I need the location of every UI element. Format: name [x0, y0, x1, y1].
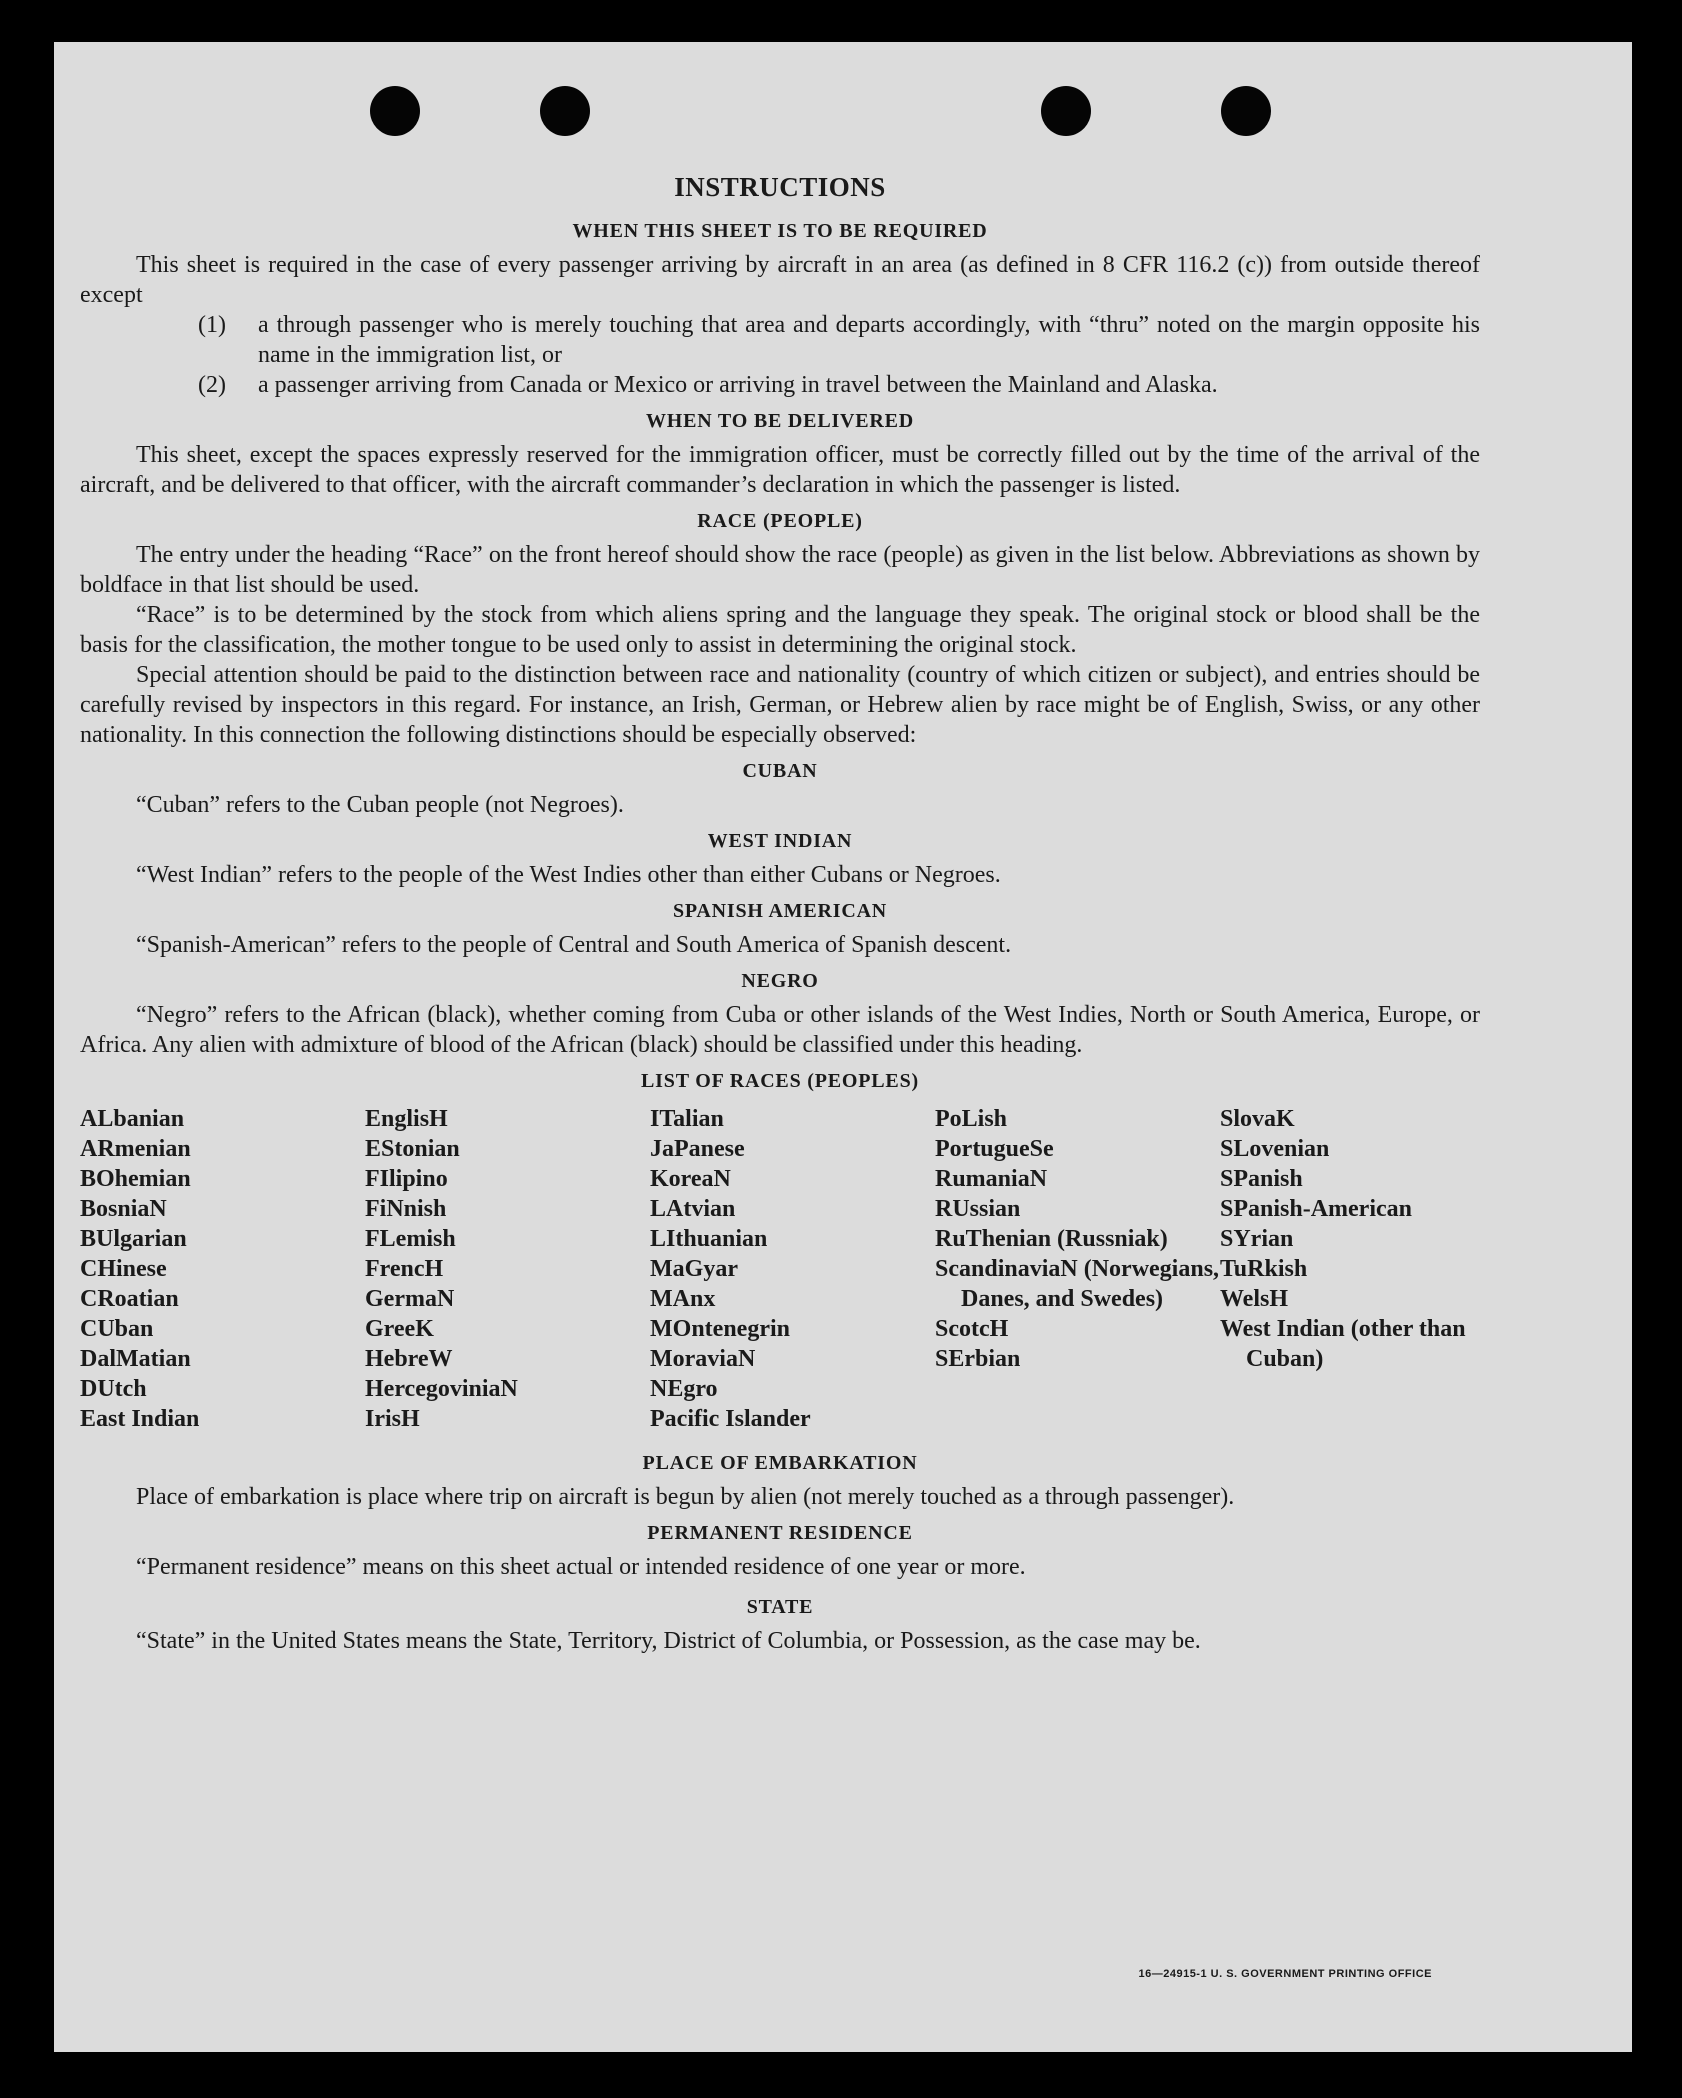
spanish-american-text: “Spanish-American” refers to the people of Central and South America of Spanish descent.: [136, 932, 1012, 958]
race-entry: EStonian: [365, 1136, 460, 1162]
race-entry: BosniaN: [80, 1196, 167, 1222]
race-entry: MOntenegrin: [650, 1316, 790, 1342]
race-entry: BUlgarian: [80, 1226, 187, 1252]
race-entry: ScandinaviaN (Norwegians, Danes, and Swedes): [935, 1256, 1220, 1312]
residence-text: “Permanent residence” means on this sheet actual or intended residence of one year or more.: [136, 1554, 1026, 1580]
race-entry: SPanish-American: [1220, 1196, 1412, 1222]
race-entry: MaGyar: [650, 1256, 738, 1282]
race-entry: IrisH: [365, 1406, 420, 1432]
section-heading-spanish-american: SPANISH AMERICAN: [672, 900, 888, 922]
section-heading-state: STATE: [746, 1596, 814, 1618]
race-entry: FrencH: [365, 1256, 444, 1282]
state-text: “State” in the United States means the State, Territory, District of Columbia, or Possession, as the case may be.: [136, 1628, 1201, 1654]
punch-hole: [1041, 86, 1091, 136]
race-entry: ScotcH: [935, 1316, 1009, 1342]
when-required-intro: This sheet is required in the case of every passenger arriving by aircraft in an area (as defined in 8 CFR 116.2 (c)) from outside thereof except: [80, 252, 1480, 308]
punch-hole: [1221, 86, 1271, 136]
west-indian-text: “West Indian” refers to the people of the West Indies other than either Cubans or Negroes.: [136, 862, 1001, 888]
race-entry: East Indian: [80, 1406, 200, 1432]
race-entry: CHinese: [80, 1256, 167, 1282]
section-heading-west-indian: WEST INDIAN: [707, 830, 853, 852]
race-entry: FLemish: [365, 1226, 456, 1252]
item-text: a through passenger who is merely touching that area and departs accordingly, with “thru” noted on the margin opposite his name in the immigration list, or: [258, 312, 1480, 368]
section-heading-cuban: CUBAN: [742, 760, 818, 782]
race-entry: Pacific Islander: [650, 1406, 811, 1432]
races-column: [935, 1104, 1220, 1434]
race-entry: DUtch: [80, 1376, 147, 1402]
races-column: [80, 1104, 365, 1434]
embarkation-text: Place of embarkation is place where trip on aircraft is begun by alien (not merely touched as a through passenger).: [136, 1484, 1235, 1510]
race-entry: BOhemian: [80, 1166, 191, 1192]
race-paragraph-2: “Race” is to be determined by the stock from which aliens spring and the language they speak. The original stock or blood shall be the basis for the classification, the mother tongue to be used only to assist in determining the original stock.: [80, 602, 1480, 658]
punch-hole: [540, 86, 590, 136]
cuban-text: “Cuban” refers to the Cuban people (not Negroes).: [136, 792, 624, 818]
race-entry: CUban: [80, 1316, 154, 1342]
race-entry: LIthuanian: [650, 1226, 768, 1252]
race-entry: EnglisH: [365, 1106, 448, 1132]
race-entry: MAnx: [650, 1286, 716, 1312]
item-text: a passenger arriving from Canada or Mexico or arriving in travel between the Mainland and Alaska.: [258, 372, 1218, 398]
race-entry: DalMatian: [80, 1346, 191, 1372]
race-entry: SLovenian: [1220, 1136, 1330, 1162]
section-heading-residence: PERMANENT RESIDENCE: [647, 1522, 913, 1544]
race-entry: JaPanese: [650, 1136, 745, 1162]
race-entry: SPanish: [1220, 1166, 1303, 1192]
section-heading-list-of-races: LIST OF RACES (PEOPLES): [641, 1070, 919, 1092]
race-entry: RumaniaN: [935, 1166, 1048, 1192]
document-sheet: [54, 42, 1632, 2052]
race-entry: ARmenian: [80, 1136, 191, 1162]
race-entry: ALbanian: [80, 1106, 185, 1132]
race-entry: GreeK: [365, 1316, 434, 1342]
race-entry: GermaN: [365, 1286, 455, 1312]
race-entry: SYrian: [1220, 1226, 1294, 1252]
race-entry: SErbian: [935, 1346, 1021, 1372]
instructions-content: [80, 172, 1480, 1656]
when-delivered-text: This sheet, except the spaces expressly reserved for the immigration officer, must be correctly filled out by the time of the arrival of the aircraft, and be delivered to that officer, with the aircraft commander’s declaration in which the passenger is listed.: [80, 442, 1480, 498]
printing-office-code: 16—24915-1 U. S. GOVERNMENT PRINTING OFFICE: [1138, 1968, 1432, 1980]
race-entry: ITalian: [650, 1106, 724, 1132]
section-heading-when-delivered: WHEN TO BE DELIVERED: [645, 410, 915, 432]
races-list: [80, 1104, 1480, 1434]
race-entry: CRoatian: [80, 1286, 179, 1312]
race-entry: TuRkish: [1220, 1256, 1308, 1282]
race-entry: PortugueSe: [935, 1136, 1054, 1162]
race-entry: PoLish: [935, 1106, 1008, 1132]
negro-text: “Negro” refers to the African (black), whether coming from Cuba or other islands of the West Indies, North or South America, Europe, or Africa. Any alien with admixture of blood of the African (black) should be classified under this heading.: [80, 1002, 1480, 1058]
item-number: (1): [198, 312, 226, 338]
race-entry: SlovaK: [1220, 1106, 1295, 1132]
section-heading-when-required: WHEN THIS SHEET IS TO BE REQUIRED: [572, 220, 988, 242]
punch-hole: [370, 86, 420, 136]
item-number: (2): [198, 372, 226, 398]
races-column: [1220, 1104, 1505, 1434]
race-entry: KoreaN: [650, 1166, 731, 1192]
race-entry: FiNnish: [365, 1196, 447, 1222]
race-entry: FIlipino: [365, 1166, 448, 1192]
list-item: [198, 310, 1480, 370]
list-item: [198, 370, 1480, 400]
race-entry: West Indian (other than Cuban): [1220, 1316, 1466, 1372]
race-entry: WelsH: [1220, 1286, 1289, 1312]
race-entry: LAtvian: [650, 1196, 736, 1222]
section-heading-negro: NEGRO: [741, 970, 819, 992]
race-entry: HebreW: [365, 1346, 453, 1372]
race-entry: RuThenian (Russniak): [935, 1226, 1168, 1252]
race-entry: MoraviaN: [650, 1346, 756, 1372]
section-heading-embarkation: PLACE OF EMBARKATION: [642, 1452, 918, 1474]
race-paragraph-1: The entry under the heading “Race” on the front hereof should show the race (people) as given in the list below. Abbreviations as shown by boldface in that list should be used.: [80, 542, 1480, 598]
race-entry: NEgro: [650, 1376, 718, 1402]
section-heading-race: RACE (PEOPLE): [697, 510, 863, 532]
races-column: [650, 1104, 935, 1434]
races-column: [365, 1104, 650, 1434]
race-entry: HercegoviniaN: [365, 1376, 518, 1402]
page-title: INSTRUCTIONS: [674, 172, 886, 202]
race-entry: RUssian: [935, 1196, 1021, 1222]
race-paragraph-3: Special attention should be paid to the distinction between race and nationality (country of which citizen or subject), and entries should be carefully revised by inspectors in this regard. For instance, an Irish, German, or Hebrew alien by race might be of English, Swiss, or any other nationality. In this connection the following distinctions should be especially observed:: [80, 662, 1480, 748]
